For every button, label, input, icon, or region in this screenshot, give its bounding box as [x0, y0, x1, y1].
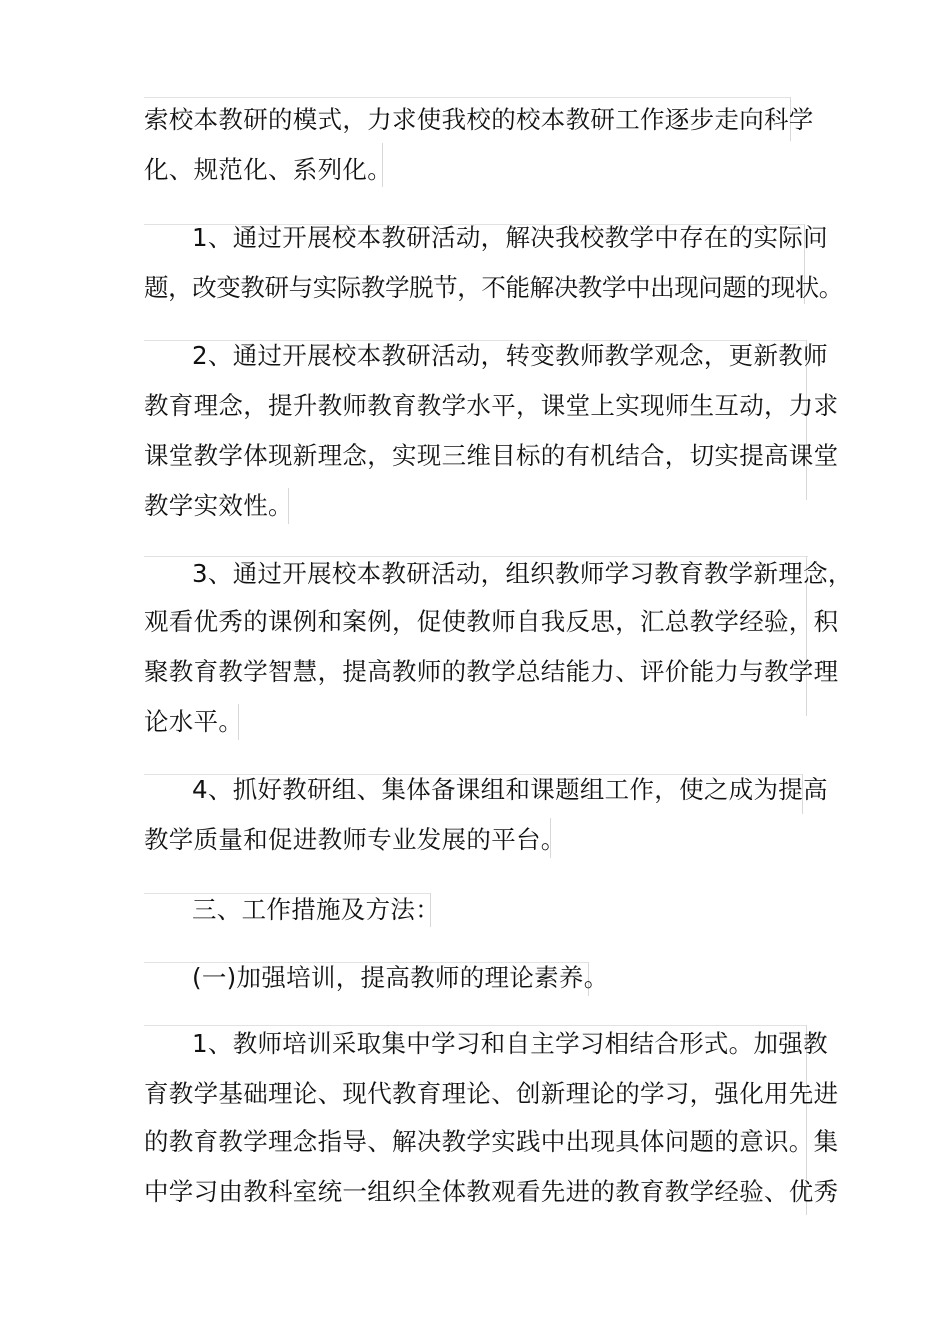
- text-line: 观看优秀的课例和案例，促使教师自我反思，汇总教学经验，积: [144, 607, 839, 636]
- text-line: 育教学基础理论、现代教育理论、创新理论的学习，强化用先进: [144, 1079, 839, 1108]
- text-line: 题，改变教研与实际教学脱节，不能解决教学中出现问题的现状。: [144, 273, 843, 302]
- text-line: 中学习由教科室统一组织全体教观看先进的教育教学经验、优秀: [144, 1177, 839, 1206]
- text-line: 化、规范化、系列化。: [144, 155, 392, 184]
- text-line: 的教育教学理念指导、解决教学实践中出现具体问题的意识。集: [144, 1127, 839, 1156]
- text-line: 聚教育教学智慧，提高教师的教学总结能力、评价能力与教学理: [144, 657, 839, 686]
- text-line: 4、抓好教研组、集体备课组和课题组工作，使之成为提高: [192, 775, 828, 804]
- text-line: 教育理念，提升教师教育教学水平，课堂上实现师生互动，力求: [144, 391, 839, 420]
- text-line: 1、教师培训采取集中学习和自主学习相结合形式。加强教: [192, 1029, 828, 1058]
- text-line: 论水平。: [144, 707, 244, 736]
- text-line: 3、通过开展校本教研活动，组织教师学习教育教学新理念，: [192, 559, 853, 588]
- section-heading: 三、工作措施及方法：: [192, 895, 440, 924]
- text-line: 教学实效性。: [144, 491, 293, 520]
- text-line: 2、通过开展校本教研活动，转变教师教学观念，更新教师: [192, 341, 828, 370]
- text-line: 索校本教研的模式，力求使我校的校本教研工作逐步走向科学: [144, 105, 814, 134]
- subsection-heading: (一)加强培训，提高教师的理论素养。: [192, 963, 609, 992]
- text-line: 1、通过开展校本教研活动，解决我校教学中存在的实际问: [192, 223, 828, 252]
- text-line: 课堂教学体现新理念，实现三维目标的有机结合，切实提高课堂: [144, 441, 839, 470]
- text-line: 教学质量和促进教师专业发展的平台。: [144, 825, 566, 854]
- frame-line: [144, 97, 790, 98]
